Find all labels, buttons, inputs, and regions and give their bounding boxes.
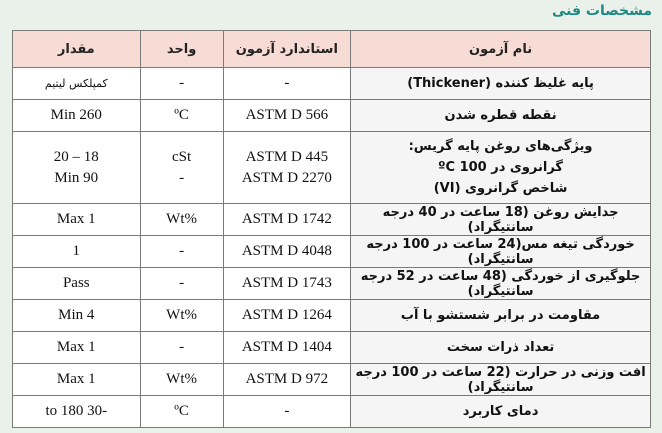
unit-cell: ºC — [140, 100, 223, 132]
table-row — [13, 332, 651, 364]
standard-cell: ASTM D 1264 — [223, 300, 351, 332]
test-name-line: گرانروی در 100 ºC — [438, 160, 563, 175]
test-name-cell: افت وزنی در حرارت (22 ساعت در 100 درجه سانتیگراد) — [351, 364, 651, 396]
standard-line: ASTM D 445 — [245, 148, 329, 165]
test-name-cell: مقاومت در برابر شستشو با آب — [351, 300, 651, 332]
table-row — [13, 100, 651, 132]
standard-cell — [223, 132, 351, 204]
table-row — [13, 300, 651, 332]
unit-cell — [140, 132, 223, 204]
test-name-cell: نقطه قطره شدن — [351, 100, 651, 132]
standard-cell: ASTM D 1404 — [223, 332, 351, 364]
test-name-cell: تعداد ذرات سخت — [351, 332, 651, 364]
table-row — [13, 236, 651, 268]
standard-cell: ASTM D 566 — [223, 100, 351, 132]
value-cell: Pass — [13, 268, 141, 300]
table-row — [13, 396, 651, 428]
table-row — [13, 268, 651, 300]
value-cell: -30 to 180 — [13, 396, 141, 428]
unit-cell: %Wt — [140, 364, 223, 396]
value-cell: Max 1 — [13, 332, 141, 364]
unit-cell: - — [140, 68, 223, 100]
standard-line: ASTM D 2270 — [241, 169, 332, 186]
test-name-cell — [351, 132, 651, 204]
value-line: 18 – 20 — [53, 148, 99, 165]
unit-cell: - — [140, 268, 223, 300]
test-name-cell: خوردگی تیغه مس(24 ساعت در 100 درجه سانتیگراد) — [351, 236, 651, 268]
spec-table — [12, 30, 651, 428]
table-row — [13, 132, 651, 204]
header-unit: واحد — [140, 31, 223, 68]
standard-cell: - — [223, 396, 351, 428]
header-standard: استاندارد آزمون — [223, 31, 351, 68]
value-line: Min 90 — [54, 169, 99, 186]
test-name-cell: جدایش روغن (18 ساعت در 40 درجه سانتیگراد) — [351, 204, 651, 236]
standard-cell: ASTM D 972 — [223, 364, 351, 396]
test-name-line: شاخص گرانروی (VI) — [433, 181, 568, 196]
table-header-row — [13, 31, 651, 68]
test-name-line: ویژگی‌های روغن پایه گریس: — [408, 139, 593, 154]
standard-cell: ASTM D 1742 — [223, 204, 351, 236]
table-row — [13, 364, 651, 396]
table-row — [13, 68, 651, 100]
header-name: نام آزمون — [351, 31, 651, 68]
table-row — [13, 204, 651, 236]
unit-cell: %Wt — [140, 300, 223, 332]
standard-cell: ASTM D 1743 — [223, 268, 351, 300]
value-cell: 1 — [13, 236, 141, 268]
unit-cell: %Wt — [140, 204, 223, 236]
unit-cell: - — [140, 332, 223, 364]
value-cell: کمپلکس لیتیم — [13, 68, 141, 100]
value-cell: Min 260 — [13, 100, 141, 132]
standard-cell: - — [223, 68, 351, 100]
value-cell: Min 4 — [13, 300, 141, 332]
unit-cell: ºC — [140, 396, 223, 428]
value-cell: Max 1 — [13, 204, 141, 236]
header-value: مقدار — [13, 31, 141, 68]
unit-line: cSt — [171, 148, 192, 165]
value-cell: Max 1 — [13, 364, 141, 396]
test-name-cell: دمای کاربرد — [351, 396, 651, 428]
standard-cell: ASTM D 4048 — [223, 236, 351, 268]
value-cell — [13, 132, 141, 204]
test-name: پایه غلیظ کننده (Thickener) — [407, 76, 594, 91]
unit-line: - — [179, 169, 185, 186]
unit-cell: - — [140, 236, 223, 268]
section-title: مشخصات فنی — [551, 3, 652, 19]
test-name-cell — [351, 68, 651, 100]
test-name-cell: جلوگیری از خوردگی (48 ساعت در 52 درجه سانتیگراد) — [351, 268, 651, 300]
